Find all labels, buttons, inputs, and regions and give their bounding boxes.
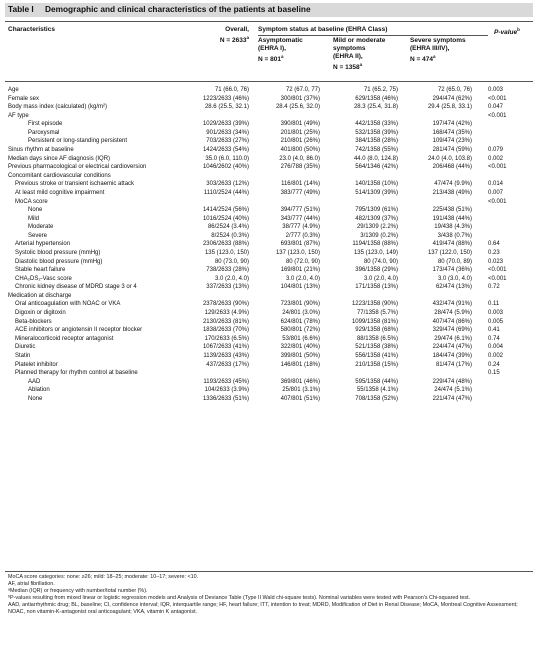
cell-overall: 337/2633 (13%) [206, 284, 249, 291]
cell-severe: 173/474 (36%) [432, 267, 472, 274]
cell-asymptomatic: 407/801 (51%) [280, 395, 320, 402]
cell-asymptomatic: 53/801 (6.6%) [282, 335, 320, 342]
table-row [0, 258, 537, 267]
row-label: Median days since AF diagnosis (IQR) [8, 155, 111, 162]
cell-mild-moderate: 88/1358 (6.5%) [356, 335, 398, 342]
cell-pvalue: 0.047 [488, 104, 504, 111]
cell-asymptomatic: 38/777 (4.9%) [282, 224, 320, 231]
cell-asymptomatic: 169/801 (21%) [280, 267, 320, 274]
cell-pvalue: 0.74 [488, 335, 500, 342]
table-row [0, 369, 537, 378]
cell-severe: 47/474 (9.9%) [434, 181, 472, 188]
cell-asymptomatic: 80 (72.0, 90) [285, 258, 320, 265]
row-label: At least mild cognitive impairment [15, 189, 105, 196]
cell-overall: 1029/2633 (39%) [202, 121, 249, 128]
cell-asymptomatic: 390/801 (49%) [280, 121, 320, 128]
cell-overall: 1223/2633 (46%) [202, 95, 249, 102]
table-row [0, 335, 537, 344]
table-row [0, 232, 537, 241]
cell-asymptomatic: 723/801 (90%) [280, 301, 320, 308]
footnote: AF, atrial fibrillation. [8, 581, 55, 587]
cell-severe: 224/474 (47%) [432, 344, 472, 351]
row-label: AAD [28, 378, 41, 385]
table-row [0, 172, 537, 181]
cell-overall: 1110/2524 (44%) [203, 189, 249, 196]
cell-asymptomatic: 25/801 (3.1%) [282, 387, 320, 394]
row-label: Moderate [28, 224, 54, 231]
cell-asymptomatic: 104/801 (13%) [280, 284, 320, 291]
cell-pvalue: <0.001 [488, 275, 507, 282]
cell-pvalue: 0.72 [488, 284, 500, 291]
cell-severe: 184/474 (39%) [432, 352, 472, 359]
footnote: MoCA score categories: none: ≥26; mild: 18–25; moderate: 10–17; severe: <10. [8, 574, 199, 580]
cell-severe: 432/474 (91%) [432, 301, 472, 308]
cell-overall: 86/2524 (3.4%) [207, 224, 249, 231]
cell-mild-moderate: 71 (65.2, 75) [363, 87, 398, 93]
cell-overall: 2130/2633 (81%) [202, 318, 249, 325]
table-row [0, 352, 537, 361]
table-row [0, 198, 537, 207]
cell-asymptomatic: 3.0 (2.0, 4.0) [285, 275, 320, 282]
cell-asymptomatic: 369/801 (46%) [280, 378, 320, 385]
cell-mild-moderate: 1223/1358 (90%) [351, 301, 398, 308]
row-label: First episode [28, 121, 63, 128]
cell-overall: 3.0 (2.0, 4.0) [214, 275, 249, 282]
cell-overall: 80 (73.0, 90) [214, 258, 249, 265]
row-label: Arterial hypertension [15, 241, 71, 248]
cell-asymptomatic: 116/801 (14%) [281, 181, 320, 188]
table-row [0, 309, 537, 318]
cell-asymptomatic: 210/801 (26%) [280, 138, 320, 145]
cell-overall: 71 (66.0, 76) [214, 87, 249, 93]
table-row [0, 215, 537, 224]
cell-pvalue: <0.001 [488, 267, 507, 274]
row-label: ACE inhibitors or angiotensin II receptor blocker [15, 327, 143, 334]
cell-asymptomatic: 343/777 (44%) [280, 215, 320, 222]
table-row [0, 275, 537, 284]
cell-mild-moderate: 55/1358 (4.1%) [356, 387, 398, 394]
header-mild-moderate: Mild or moderate symptoms (EHRA II), $N = 1358^a$ [333, 37, 386, 72]
cell-asymptomatic: 276/788 (35%) [280, 164, 320, 171]
row-label: Digoxin or digitoxin [15, 310, 66, 317]
cell-overall: 8/2524 (0.3%) [211, 232, 249, 239]
cell-mild-moderate: 384/1358 (28%) [355, 138, 398, 145]
row-label: Diuretic [15, 344, 36, 351]
table-footnotes [8, 574, 532, 616]
table-row [0, 223, 537, 232]
cell-overall: 1193/2633 (45%) [203, 378, 249, 385]
cell-overall: 135 (123.0, 150) [204, 249, 249, 256]
table-title-bar [5, 3, 533, 17]
cell-asymptomatic: 300/801 (37%) [280, 95, 320, 102]
cell-severe: 72 (65.0, 76) [437, 87, 472, 93]
cell-severe: 28/474 (5.9%) [434, 310, 472, 317]
cell-overall: 303/2633 (12%) [206, 181, 249, 188]
cell-asymptomatic: 383/777 (49%) [280, 189, 320, 196]
cell-severe: 109/474 (23%) [432, 138, 472, 145]
table-row [0, 163, 537, 172]
cell-severe: 225/438 (51%) [432, 207, 472, 214]
table-row [0, 249, 537, 258]
cell-asymptomatic: 580/801 (72%) [280, 327, 320, 334]
row-label: Mild [28, 215, 40, 222]
table-row [0, 292, 537, 301]
cell-severe: 419/474 (88%) [432, 241, 472, 248]
cell-overall: 703/2633 (27%) [206, 138, 249, 145]
cell-severe: 3/438 (0.7%) [437, 232, 472, 239]
row-label: Planned therapy for rhythm control at baseline [15, 370, 138, 377]
table-row [0, 120, 537, 129]
cell-mild-moderate: 29/1309 (2.2%) [356, 224, 398, 231]
header-bottom-rule [5, 81, 533, 82]
header-severe: Severe symptoms (EHRA III/IV), $N = 474^a$ [410, 37, 466, 64]
cell-pvalue: 0.003 [488, 310, 504, 317]
table-row [0, 180, 537, 189]
cell-pvalue: 0.11 [488, 301, 500, 308]
cell-mild-moderate: 140/1358 (10%) [355, 181, 398, 188]
row-label: Body mass index (calculated) (kg/m²) [8, 104, 108, 111]
cell-severe: 19/438 (4.3%) [434, 224, 472, 231]
cell-pvalue: 0.004 [488, 344, 504, 351]
cell-mild-moderate: 3.0 (2.0, 4.0) [363, 275, 398, 282]
cell-mild-moderate: 135 (123.0, 149) [353, 249, 398, 256]
row-label: Beta-blockers [15, 318, 52, 325]
cell-pvalue: 0.002 [488, 155, 504, 162]
row-label: Severe [28, 232, 48, 239]
header-pvalue: P-value$^b$ [494, 27, 520, 37]
cell-mild-moderate: 44.0 (8.0, 124.8) [353, 155, 398, 162]
cell-pvalue: <0.001 [488, 112, 507, 119]
row-label: Platelet inhibitor [15, 361, 58, 368]
cell-asymptomatic: 146/801 (18%) [280, 361, 320, 368]
table-row [0, 386, 537, 395]
cell-overall: 129/2633 (4.9%) [204, 310, 249, 317]
cell-severe: 206/468 (44%) [432, 164, 472, 171]
cell-severe: 197/474 (42%) [432, 121, 472, 128]
cell-pvalue: <0.001 [488, 95, 507, 102]
cell-mild-moderate: 742/1358 (55%) [355, 147, 398, 154]
cell-severe: 3.0 (3.0, 4.0) [437, 275, 472, 282]
row-label: Paroxysmal [28, 129, 60, 136]
table-row [0, 326, 537, 335]
cell-mild-moderate: 514/1309 (39%) [355, 189, 398, 196]
cell-mild-moderate: 929/1358 (68%) [355, 327, 398, 334]
cell-mild-moderate: 564/1346 (42%) [355, 164, 398, 171]
table-row [0, 112, 537, 121]
cell-pvalue: 0.007 [488, 189, 504, 196]
cell-severe: 294/474 (62%) [432, 95, 472, 102]
cell-overall: 1067/2633 (41%) [202, 344, 249, 351]
cell-mild-moderate: 210/1358 (15%) [355, 361, 398, 368]
table-row [0, 95, 537, 104]
cell-mild-moderate: 77/1358 (5.7%) [356, 310, 398, 317]
table-row [0, 103, 537, 112]
row-label: Age [8, 87, 19, 93]
footnote: ᵃMedian (IQR) or frequency with number/total number (%). [8, 588, 148, 594]
cell-asymptomatic: 201/801 (25%) [280, 129, 320, 136]
row-label: Chronic kidney disease of MDRD stage 3 or 4 [15, 284, 137, 291]
cell-pvalue: <0.001 [488, 164, 507, 171]
table-row [0, 361, 537, 370]
cell-asymptomatic: 693/801 (87%) [280, 241, 320, 248]
cell-overall: 2378/2633 (90%) [202, 301, 249, 308]
footnote: ᵇP-values resulting from mixed linear or logistic regression models and Analysis of Deviance Table (Type II Wald chi-square tests). Nominal variables were tested with Pearson's Chi-squared test. [8, 595, 471, 601]
cell-pvalue: <0.001 [488, 198, 507, 205]
table-row [0, 137, 537, 146]
cell-severe: 62/474 (13%) [435, 284, 472, 291]
cell-severe: 229/474 (48%) [432, 378, 472, 385]
table-row [0, 206, 537, 215]
header-asymptomatic: Asymptomatic (EHRA I), $N = 801^a$ [258, 37, 303, 64]
cell-asymptomatic: 401/800 (50%) [280, 147, 320, 154]
cell-overall: 437/2633 (17%) [206, 361, 249, 368]
cell-overall: 901/2633 (34%) [206, 129, 249, 136]
row-label: Stable heart failure [15, 267, 66, 274]
table-row [0, 395, 537, 404]
cell-severe: 29/474 (6.1%) [434, 335, 472, 342]
cell-severe: 80 (70.0, 89) [437, 258, 472, 265]
header-top-rule [5, 21, 533, 22]
cell-mild-moderate: 629/1358 (46%) [355, 95, 398, 102]
table-row [0, 378, 537, 387]
cell-asymptomatic: 24/801 (3.0%) [282, 310, 320, 317]
cell-overall: 738/2633 (28%) [206, 267, 249, 274]
row-label: Diastolic blood pressure (mmHg) [15, 258, 103, 265]
table-row [0, 240, 537, 249]
cell-asymptomatic: 23.0 (4.0, 86.0) [279, 155, 320, 162]
row-label: AF type [8, 112, 29, 119]
header-symptom-group: Symptom status at baseline (EHRA Class) [258, 26, 388, 33]
table-label: Table I [8, 4, 34, 14]
cell-asymptomatic: 2/777 (0.3%) [285, 232, 320, 239]
cell-mild-moderate: 80 (74.0, 90) [363, 258, 398, 265]
cell-overall: 104/2633 (3.9%) [204, 387, 249, 394]
cell-asymptomatic: 72 (67.0, 77) [285, 87, 320, 93]
cell-mild-moderate: 28.3 (25.4, 31.8) [353, 104, 398, 111]
table-bottom-rule [5, 571, 533, 572]
cell-pvalue: 0.003 [488, 87, 504, 93]
cell-asymptomatic: 624/801 (78%) [280, 318, 320, 325]
cell-overall: 1336/2633 (51%) [202, 395, 249, 402]
cell-overall: 35.0 (6.0, 110.0) [205, 155, 249, 162]
table-row [0, 86, 537, 95]
row-label: Concomitant cardiovascular conditions [8, 172, 111, 179]
table-row [0, 189, 537, 198]
cell-asymptomatic: 394/777 (51%) [280, 207, 320, 214]
cell-pvalue: 0.014 [488, 181, 504, 188]
cell-mild-moderate: 1099/1358 (81%) [351, 318, 398, 325]
row-label: None [28, 207, 43, 214]
header-overall: Overall, $N = 2633^a$ [219, 26, 249, 45]
row-label: Previous pharmacological or electrical cardioversion [8, 164, 147, 171]
table-row [0, 318, 537, 327]
row-label: MoCA score [15, 198, 48, 205]
cell-mild-moderate: 708/1358 (52%) [355, 395, 398, 402]
cell-asymptomatic: 399/801 (50%) [280, 352, 320, 359]
cell-severe: 191/438 (44%) [432, 215, 472, 222]
cell-severe: 221/474 (47%) [432, 395, 472, 402]
table-row [0, 300, 537, 309]
row-label: None [28, 395, 43, 402]
table-title: Demographic and clinical characteristics of the patients at baseline [45, 4, 311, 14]
table-body [0, 86, 537, 403]
cell-mild-moderate: 795/1309 (61%) [355, 207, 398, 214]
row-label: Systolic blood pressure (mmHg) [15, 249, 101, 256]
table-row [0, 343, 537, 352]
cell-severe: 81/474 (17%) [435, 361, 472, 368]
cell-overall: 1414/2524 (56%) [202, 207, 249, 214]
cell-pvalue: 0.079 [488, 147, 504, 154]
table-row [0, 155, 537, 164]
cell-severe: 168/474 (35%) [432, 129, 472, 136]
cell-pvalue: 0.15 [488, 370, 500, 377]
row-label: Female sex [8, 95, 40, 102]
cell-mild-moderate: 521/1358 (38%) [355, 344, 398, 351]
table-row [0, 129, 537, 138]
table-row [0, 146, 537, 155]
row-label: Mineralocorticoid receptor antagonist [15, 335, 114, 342]
cell-severe: 329/474 (69%) [432, 327, 472, 334]
row-label: Previous stroke or transient ischaemic attack [15, 181, 135, 188]
header-characteristics: Characteristics [8, 26, 55, 33]
cell-severe: 281/474 (59%) [432, 147, 472, 154]
cell-overall: 2306/2633 (88%) [202, 241, 249, 248]
header-group-rule [258, 35, 488, 36]
cell-overall: 1139/2633 (43%) [203, 352, 249, 359]
table-row [0, 266, 537, 275]
cell-pvalue: 0.005 [488, 318, 504, 325]
cell-severe: 213/438 (49%) [432, 189, 472, 196]
cell-asymptomatic: 28.4 (25.6, 32.0) [275, 104, 320, 111]
cell-mild-moderate: 3/1309 (0.2%) [360, 232, 398, 239]
cell-overall: 170/2633 (6.5%) [204, 335, 249, 342]
cell-severe: 24/474 (5.1%) [434, 387, 472, 394]
cell-severe: 407/474 (86%) [432, 318, 472, 325]
table-row [0, 283, 537, 292]
cell-mild-moderate: 171/1358 (13%) [355, 284, 398, 291]
cell-mild-moderate: 482/1309 (37%) [355, 215, 398, 222]
cell-pvalue: 0.002 [488, 352, 504, 359]
cell-overall: 1046/2602 (40%) [202, 164, 249, 171]
cell-overall: 1424/2633 (54%) [202, 147, 249, 154]
row-label: Persistent or long-standing persistent [28, 138, 128, 145]
cell-pvalue: 0.023 [488, 258, 504, 265]
footnote: AAD, antiarrhythmic drug; BL, baseline; CI, confidence interval; IQR, interquartile range; HF, heart failure; ITT, intention to treat; MDRD, Modification of Diet in Renal Disease; MoCA, Montreal Cognitive Assessment; NOAC, non vitamin-K-antagonist oral anticoagulant; VKA, vitamin K antagonist. [8, 602, 518, 615]
row-label: CHA₂DS₂-Vasc score [15, 275, 72, 282]
cell-mild-moderate: 556/1358 (41%) [355, 352, 398, 359]
row-label: Sinus rhythm at baseline [8, 147, 74, 154]
cell-asymptomatic: 322/801 (40%) [280, 344, 320, 351]
row-label: Oral anticoagulation with NOAC or VKA [15, 301, 121, 308]
cell-overall: 1016/2524 (40%) [202, 215, 249, 222]
cell-pvalue: 0.64 [488, 241, 500, 248]
cell-mild-moderate: 532/1358 (39%) [355, 129, 398, 136]
cell-asymptomatic: 137 (123.0, 150) [275, 249, 320, 256]
cell-mild-moderate: 595/1358 (44%) [355, 378, 398, 385]
cell-mild-moderate: 396/1358 (29%) [355, 267, 398, 274]
cell-overall: 1838/2633 (70%) [202, 327, 249, 334]
row-label: Ablation [28, 387, 50, 394]
cell-mild-moderate: 442/1358 (33%) [355, 121, 398, 128]
cell-overall: 28.6 (25.5, 32.1) [204, 104, 249, 111]
cell-severe: 24.0 (4.0, 103.8) [427, 155, 472, 162]
cell-pvalue: 0.23 [488, 249, 500, 256]
cell-severe: 29.4 (25.8, 33.1) [427, 104, 472, 111]
cell-pvalue: 0.41 [488, 327, 500, 334]
row-label: Medication at discharge [8, 292, 72, 299]
cell-pvalue: 0.24 [488, 361, 500, 368]
cell-mild-moderate: 1194/1358 (88%) [352, 241, 398, 248]
row-label: Statin [15, 352, 31, 359]
cell-severe: 137 (122.0, 150) [427, 249, 472, 256]
